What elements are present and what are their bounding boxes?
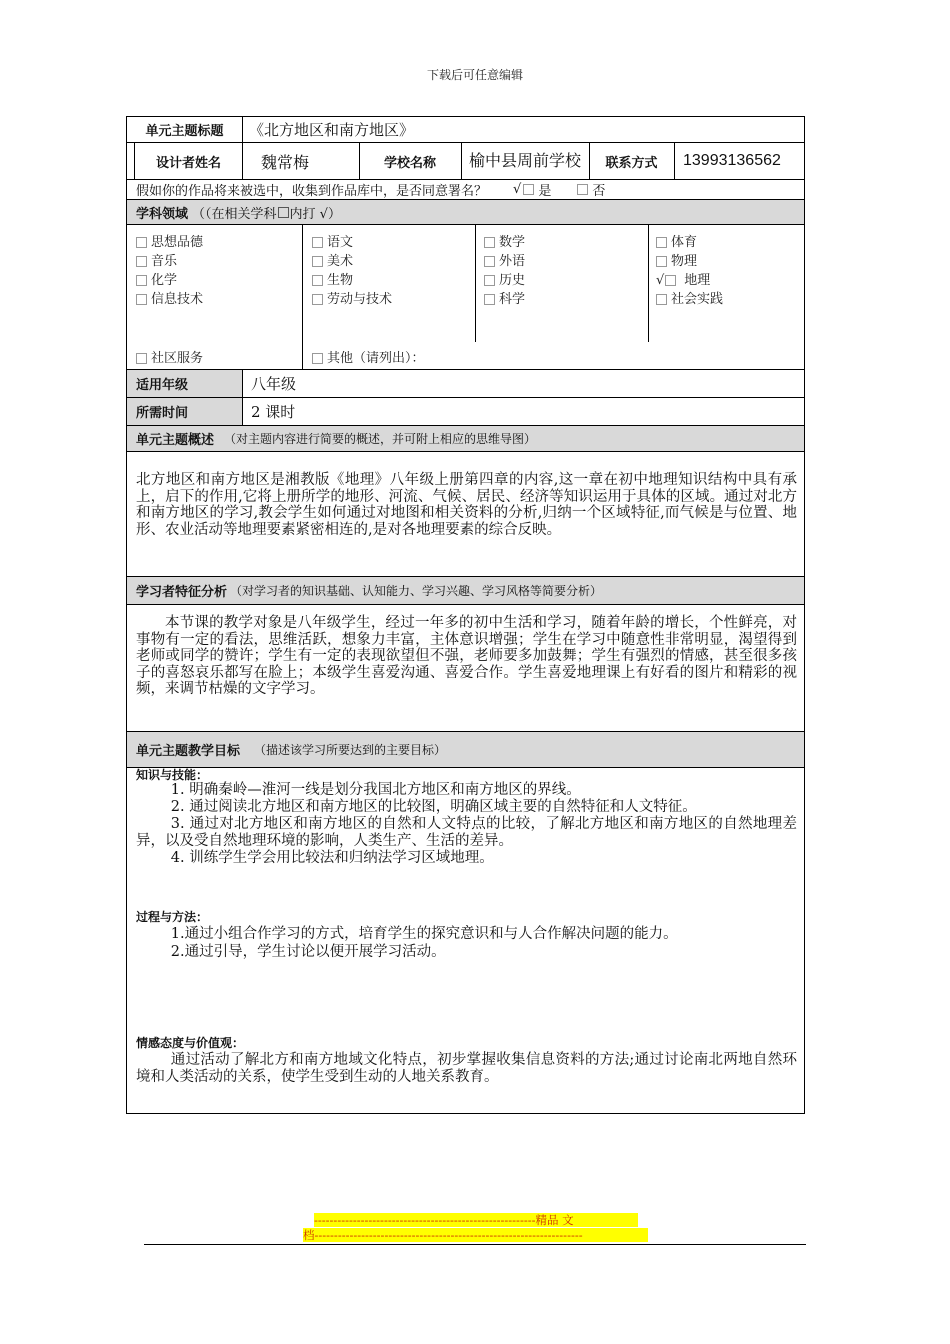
knowledge-item: 1. 明确秦岭—淮河一线是划分我国北方地区和南方地区的界线。 [170,782,581,798]
subject-area-note-box [278,207,289,218]
consent-no-checkbox[interactable] [577,184,588,195]
checkbox-icon[interactable] [484,256,495,267]
checkbox-icon[interactable] [136,237,147,248]
learner-label: 学习者特征分析 [136,585,228,600]
time-label: 所需时间 [127,398,242,425]
process-item: 1.通过小组合作学习的方式，培育学生的探究意识和与人合作解决问题的能力。 [170,926,678,942]
checkbox-icon[interactable] [136,294,147,305]
checkbox-icon[interactable] [484,294,495,305]
consent-row [127,180,804,200]
subject-area-note-prefix: （（在相关学科 [192,206,277,222]
learner-heading-row [127,577,804,605]
check-mark-icon: √ [656,273,665,288]
subject-option[interactable]: 外语 [484,250,525,269]
learner-text: 本节课的教学对象是八年级学生，经过一年多的初中生活和学习，随着年龄的增长，个性鲜亮，对事物有一定的看法，思维活跃，想象力丰富，主体意识增强；学生在学习中随意性非常明显，渴望得到老师或同学的赞许；学生有一定的表现欲望但不强，老师要多加鼓舞；学生有强烈的情感，甚至很多孩子的喜怒哀乐都写在脸上；本级学生喜爱沟通、喜爱合作。学生喜爱地理课上有好看的图片和精彩的视频，来调节枯燥的文字学习。 [136,615,797,697]
subject-option[interactable]: 化学 [136,269,177,288]
knowledge-heading: 知识与技能： [136,768,209,782]
checkbox-icon[interactable] [136,275,147,286]
time-row [127,398,804,426]
subject-option[interactable]: 美术 [312,250,353,269]
subjects-grid [127,225,804,370]
subject-area-note-suffix: 内打 √） [289,206,341,222]
consent-yes-label: 是 [538,184,552,199]
goals-label: 单元主题教学目标 [136,744,241,759]
unit-title-row [127,117,804,143]
school-value: 榆中县周前学校 [469,151,582,170]
footer-line-2: 档--------------------------------------------------------------------- [303,1228,648,1242]
subject-option-geography[interactable]: √ 地理 [656,273,711,288]
subject-option[interactable]: 体育 [656,231,697,250]
goals-heading-row [127,732,804,768]
subject-area-heading-row [127,200,804,225]
school-label: 学校名称 [383,155,436,171]
subject-option[interactable]: 思想品德 [136,231,203,250]
consent-check-mark: √ [513,182,522,197]
subject-option[interactable]: 社会实践 [656,288,723,307]
consent-question: 假如你的作品将来被选中，收集到作品库中，是否同意署名？ [136,184,488,199]
learner-body [127,605,804,732]
designer-name-label: 设计者姓名 [155,155,221,171]
subject-area-label: 学科领域 [136,206,189,222]
checkbox-icon[interactable] [312,353,323,364]
learner-note: （对学习者的知识基础、认知能力、学习兴趣、学习风格等简要分析） [230,584,603,598]
subject-option[interactable]: 语文 [312,231,353,250]
footer-rule [144,1244,806,1245]
checkbox-icon[interactable] [312,256,323,267]
checkbox-icon[interactable] [665,275,676,286]
time-value: 2 课时 [251,403,296,421]
knowledge-item: 3. 通过对北方地区和南方地区的自然和人文特点的比较，了解北方地区和南方地区的自然地理差异，以及受自然地理环境的影响，人类生产、生活的差异。 [136,816,797,849]
checkbox-icon[interactable] [484,275,495,286]
grade-value: 八年级 [251,375,297,393]
grade-label: 适用年级 [127,370,242,397]
emotion-text: 通过活动了解北方和南方地域文化特点，初步掌握收集信息资料的方法;通过讨论南北两地自然环境和人类活动的关系，使学生受到生动的人地关系教育。 [136,1052,797,1085]
lesson-plan-table [126,116,805,1114]
checkbox-icon[interactable] [656,256,667,267]
checkbox-icon[interactable] [136,353,147,364]
checkbox-icon[interactable] [312,294,323,305]
subject-option[interactable]: 信息技术 [136,288,203,307]
subject-option[interactable]: 科学 [484,288,525,307]
designer-row [127,143,804,180]
checkbox-icon[interactable] [312,275,323,286]
goals-note: （描述该学习所要达到的主要目标） [254,743,447,757]
designer-name-value: 魏常梅 [261,152,310,172]
overview-text: 北方地区和南方地区是湘教版《地理》八年级上册第四章的内容,这一章在初中地理知识结构中具有承上，启下的作用,它将上册所学的地形、河流、气候、居民、经济等知识运用于具体的区域。通过对北方和南方地区的学习,教会学生如何通过对地图和相关资料的分析,归纳一个区域特征,而气候是与位置、地形、农业活动等地理要素紧密相连的,是对各地理要素的综合反映。 [136,472,797,538]
checkbox-icon[interactable] [312,237,323,248]
knowledge-item: 2. 通过阅读北方地区和南方地区的比较图，明确区域主要的自然特征和人文特征。 [170,799,697,815]
subject-option[interactable]: 音乐 [136,250,177,269]
subject-option[interactable]: 数学 [484,231,525,250]
subject-option[interactable]: 物理 [656,250,697,269]
subject-option[interactable]: 劳动与技术 [312,288,392,307]
contact-value: 13993136562 [683,152,781,169]
unit-title-label: 单元主题标题 [145,124,224,139]
overview-label: 单元主题概述 [136,433,215,448]
footer-line-1: ---------------------------------------------------------精品 文 [314,1213,638,1227]
checkbox-icon[interactable] [484,237,495,248]
goals-body [127,768,804,1113]
subject-option-community[interactable]: 社区服务 [136,347,203,366]
consent-yes-checkbox[interactable] [523,184,534,195]
emotion-heading: 情感态度与价值观： [136,1036,245,1050]
overview-note: （对主题内容进行简要的概述，并可附上相应的思维导图） [224,432,537,446]
checkbox-icon[interactable] [656,294,667,305]
checkbox-icon[interactable] [656,237,667,248]
process-heading: 过程与方法： [136,910,209,924]
knowledge-item: 4. 训练学生学会用比较法和归纳法学习区域地理。 [170,850,494,866]
header-note: 下载后可任意编辑 [426,68,523,82]
unit-title-value: 《北方地区和南方地区》 [249,121,415,139]
subject-option[interactable]: 历史 [484,269,525,288]
subject-option[interactable]: 生物 [312,269,353,288]
subject-option-other[interactable]: 其他（请列出）： [312,347,425,366]
checkbox-icon[interactable] [136,256,147,267]
overview-heading-row [127,426,804,452]
process-item: 2.通过引导，学生讨论以便开展学习活动。 [170,944,446,960]
grade-row [127,370,804,398]
contact-label: 联系方式 [605,155,658,171]
consent-no-label: 否 [592,184,606,199]
overview-body [127,452,804,577]
